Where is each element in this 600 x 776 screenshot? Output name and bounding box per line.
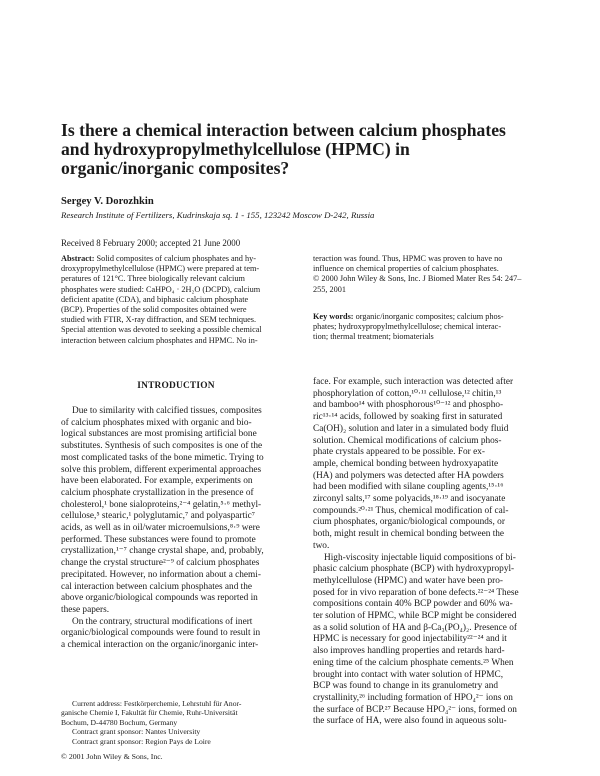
body-text-line: solve this problem, different experimental approaches bbox=[61, 464, 262, 475]
footnote-line: Bochum, D-44780 Bochum, Germany bbox=[61, 717, 178, 727]
body-text-line: phate crystals appeared to be possible. For ex- bbox=[313, 447, 485, 458]
keywords-text: organic/inorganic composites; calcium phos- bbox=[355, 312, 504, 321]
body-text-line: the surface of BCP.²⁷ Because HPO₄²⁻ ions, formed on bbox=[313, 704, 517, 715]
body-text-line: Ca(OH)₂ solution and later in a simulated body fluid bbox=[313, 423, 509, 434]
body-text-line: ter solution of HPMC, while BCP might be considered bbox=[313, 611, 517, 622]
abstract-line: 255, 2001 bbox=[313, 284, 346, 294]
abstract-line: peratures of 121°C. Three biologically relevant calcium bbox=[61, 274, 245, 284]
body-text-line: BCP was found to change in its granulometry and bbox=[313, 681, 499, 692]
body-text-line: brought into contact with water solution of HPMC, bbox=[313, 669, 504, 680]
abstract-line: interaction between calcium phosphates and HPMC. No in- bbox=[61, 335, 258, 345]
footnotes bbox=[61, 699, 241, 746]
paper-title bbox=[61, 121, 561, 178]
abstract-line: (BCP). Properties of the solid composites obtained were bbox=[61, 305, 247, 315]
body-text-line: substitutes. Synthesis of such composites is one of the bbox=[61, 441, 263, 452]
body-text-line: face. For example, such interaction was detected after bbox=[313, 377, 514, 387]
body-text-line: performed. These substances were found to promote bbox=[61, 534, 256, 545]
abstract-line: studied with FTIR, X-ray diffraction, and SEM techniques. bbox=[61, 315, 257, 325]
body-text-line: compositions contain 40% BCP powder and 60% wa- bbox=[313, 599, 513, 610]
body-text-line: (HA) and polymers was detected after HA powders bbox=[313, 470, 504, 481]
keywords-line bbox=[313, 312, 504, 322]
abstract-line: teraction was found. Thus, HPMC was proven to have no bbox=[313, 254, 503, 263]
body-text-line: both, might result in chemical bonding between the bbox=[313, 529, 505, 540]
body-text-line: crystallinity,²⁶ including formation of HPO₄²⁻ ions on bbox=[313, 692, 513, 703]
abstract-line bbox=[61, 254, 262, 264]
body-text-line: cium phosphates, organic/biological compounds, or bbox=[313, 517, 505, 528]
body-text-line: Due to similarity with calcified tissues, composites bbox=[72, 406, 262, 416]
body-text-line: have been elaborated. For example, experiments on bbox=[61, 476, 253, 487]
abstract-left-column bbox=[61, 254, 262, 346]
author-name: Sergey V. Dorozhkin bbox=[61, 196, 154, 207]
body-text-line: the surface of HA, were also found in aqueous solu- bbox=[313, 716, 507, 727]
footnote-line: Current address: Festkörperchemie, Lehrstuhl für Anor- bbox=[72, 699, 242, 708]
footnote-line: Contract grant sponsor: Nantes University bbox=[72, 727, 201, 737]
abstract-right-column bbox=[313, 254, 521, 295]
body-text-line: a chemical interaction on the organic/inorganic inter- bbox=[61, 640, 259, 651]
body-text-line: logical substances are most promising artificial bone bbox=[61, 429, 257, 440]
body-text-line: acids, as well as in oil/water microemulsions,⁸·⁹ were bbox=[61, 523, 260, 534]
copyright-notice: © 2001 John Wiley & Sons, Inc. bbox=[61, 752, 163, 761]
title-line: Is there a chemical interaction between calcium phosphates bbox=[61, 120, 506, 140]
body-text-line: HPMC is necessary for good injectability²²⁻²⁴ and it bbox=[313, 634, 507, 645]
abstract-text: Solid composites of calcium phosphates and hy- bbox=[96, 254, 256, 263]
body-text-line: zirconyl salts,¹⁷ some polyacids,¹⁸·¹⁹ and isocyanate bbox=[313, 494, 506, 505]
body-text-line: High-viscosity injectable liquid compositions of bi- bbox=[324, 552, 516, 563]
body-text-line: of calcium phosphates mixed with organic and bio- bbox=[61, 417, 252, 428]
body-text-line: phasic calcium phosphate (BCP) with hydroxypropyl- bbox=[313, 564, 515, 575]
received-dates: Received 8 February 2000; accepted 21 June 2000 bbox=[61, 238, 241, 248]
abstract-line: phosphates were studied: CaHPO₄ · 2H₂O (DCPD), calcium bbox=[61, 284, 261, 294]
section-heading-introduction: INTRODUCTION bbox=[137, 381, 215, 391]
abstract-line: © 2000 John Wiley & Sons, Inc. J Biomed Mater Res 54: 247– bbox=[313, 274, 522, 284]
body-text-line: two. bbox=[313, 540, 330, 551]
body-text-line: organic/biological compounds were found to result in bbox=[61, 628, 261, 639]
body-text-line: also improves handling properties and retards hard- bbox=[313, 646, 505, 657]
body-text-line: calcium phosphate crystallization in the presence of bbox=[61, 487, 254, 498]
abstract-line: droxypropylmethylcellulose (HPMC) were prepared at tem- bbox=[61, 264, 260, 274]
body-text-line: On the contrary, structural modifications of inert bbox=[72, 616, 253, 627]
body-left-column bbox=[61, 406, 264, 652]
body-text-line: most complicated tasks of the bone mimetic. Trying to bbox=[61, 452, 264, 463]
body-right-column bbox=[313, 377, 519, 728]
title-line: and hydroxypropylmethylcellulose (HPMC) in bbox=[61, 139, 410, 159]
body-text-line: ample, chemical bonding between hydroxyapatite bbox=[313, 458, 499, 469]
body-text-line: compounds.²⁰·²¹ Thus, chemical modification of cal- bbox=[313, 505, 509, 516]
body-text-line: change the crystal structure²⁻⁹ of calcium phosphates bbox=[61, 558, 260, 569]
abstract-line: Special attention was devoted to seeking a possible chemical bbox=[61, 325, 262, 335]
body-text-line: cellulose,⁵ stearic,¹ polyglutamic,⁷ and polyaspartic⁷ bbox=[61, 511, 255, 522]
keywords-line: tion; thermal treatment; biomaterials bbox=[313, 332, 434, 342]
body-text-line: above organic/biological compounds was reported in bbox=[61, 593, 258, 604]
body-text-line: precipitated. However, no information about a chemi- bbox=[61, 569, 261, 580]
body-text-line: posed for in vivo reparation of bone defects.²²⁻²⁴ These bbox=[313, 587, 519, 598]
footnote-line: Contract grant sponsor: Region Pays de Loire bbox=[72, 736, 211, 746]
title-line: organic/inorganic composites? bbox=[61, 158, 290, 178]
body-text-line: crystallization,¹⁻⁷ change crystal shape, and, probably, bbox=[61, 546, 264, 557]
body-text-line: solution. Chemical modifications of calcium phos- bbox=[313, 435, 502, 446]
abstract-line: influence on chemical properties of calcium phosphates. bbox=[313, 264, 499, 274]
body-text-line: ening time of the calcium phosphate cements.²⁵ When bbox=[313, 657, 514, 668]
body-text-line: these papers. bbox=[61, 604, 110, 615]
author-affiliation: Research Institute of Fertilizers, Kudrinskaja sq. 1 - 155, 123242 Moscow D-242, Russia bbox=[61, 210, 375, 220]
body-text-line: as a solid solution of HA and β-Ca₃(PO₄)₂. Presence of bbox=[313, 622, 517, 633]
keywords-line: phates; hydroxypropylmethylcellulose; chemical interac- bbox=[313, 322, 502, 332]
body-text-line: had been modified with silane coupling agents,¹⁵·¹⁶ bbox=[313, 482, 504, 493]
body-text-line: phosphorylation of cotton,¹⁰·¹¹ cellulose,¹² chitin,¹³ bbox=[313, 388, 502, 399]
keywords-label: Key words: bbox=[313, 312, 354, 321]
body-text-line: ric¹³·¹⁴ acids, followed by soaking first in saturated bbox=[313, 412, 503, 423]
body-text-line: methylcellulose (HPMC) and water have been pro- bbox=[313, 575, 504, 586]
body-text-line: cal interaction between calcium phosphates and the bbox=[61, 581, 253, 592]
abstract-line: deficient apatite (CDA), and biphasic calcium phosphate bbox=[61, 294, 249, 304]
keywords-block bbox=[313, 312, 504, 343]
abstract-label: Abstract: bbox=[61, 254, 95, 263]
body-text-line: and bamboo¹⁴ with phosphorous¹⁰⁻¹² and phospho- bbox=[313, 400, 504, 411]
body-text-line: cholesterol,¹ bone sialoproteins,²⁻⁴ gelatin,⁵·⁶ methyl- bbox=[61, 499, 262, 510]
footnote-line: ganische Chemie I, Fakultät für Chemie, Ruhr-Universität bbox=[61, 708, 238, 718]
